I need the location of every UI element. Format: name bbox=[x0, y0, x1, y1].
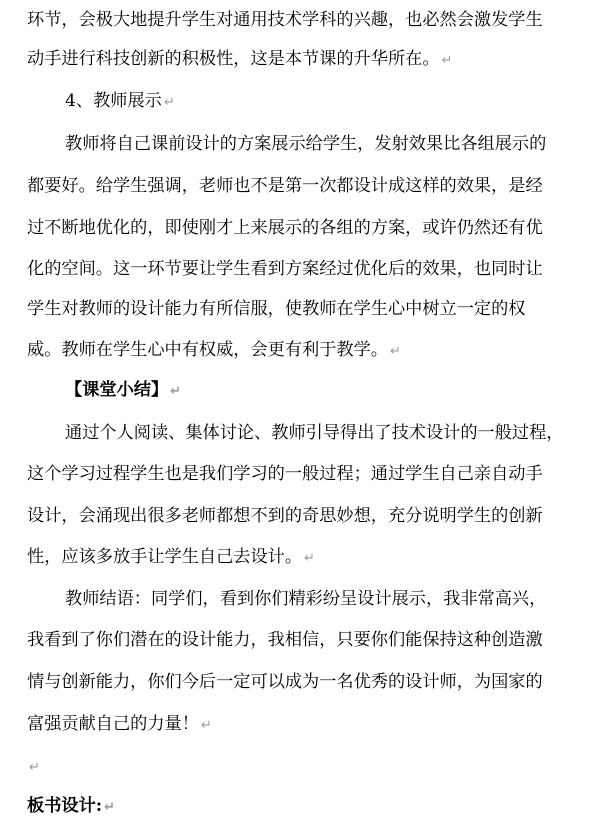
heading-text: 4、教师展示 bbox=[65, 91, 162, 111]
paragraph-mark-icon: ↵ bbox=[104, 800, 116, 815]
paragraph-line bbox=[27, 259, 543, 279]
paragraph-line bbox=[65, 589, 546, 609]
paragraph-line bbox=[27, 506, 543, 526]
paragraph-line bbox=[27, 49, 452, 69]
section-heading bbox=[65, 91, 175, 111]
paragraph-line bbox=[27, 714, 212, 734]
paragraph-line bbox=[27, 10, 543, 30]
line-text: 化的空间。这一环节要让学生看到方案经过优化后的效果，也同时让 bbox=[27, 259, 543, 279]
paragraph-line bbox=[27, 176, 543, 196]
line-text: 动手进行科技创新的积极性，这是本节课的升华所在。 bbox=[27, 49, 440, 69]
line-text: 过不断地优化的，即使刚才上来展示的各组的方案，或许仍然还有优 bbox=[27, 218, 543, 238]
paragraph-mark-icon: ↵ bbox=[170, 384, 182, 399]
line-text: 性，应该多放手让学生自己去设计。 bbox=[27, 547, 303, 567]
empty-paragraph bbox=[27, 756, 40, 776]
section-heading bbox=[65, 380, 181, 400]
paragraph-mark-icon: ↵ bbox=[200, 718, 212, 733]
paragraph-mark-icon: ↵ bbox=[29, 760, 40, 775]
paragraph-line bbox=[27, 547, 315, 567]
paragraph-mark-icon: ↵ bbox=[389, 344, 401, 359]
paragraph-line bbox=[27, 218, 543, 238]
line-text: 这个学习过程学生也是我们学习的一般过程；通过学生自己亲自动手 bbox=[27, 464, 543, 484]
paragraph-mark-icon: ↵ bbox=[163, 95, 175, 110]
line-text: 威。教师在学生心中有权威，会更有利于教学。 bbox=[27, 340, 388, 360]
line-text: 通过个人阅读、集体讨论、教师引导得出了技术设计的一般过程， bbox=[65, 423, 564, 443]
paragraph-line bbox=[27, 464, 543, 484]
line-text: 我看到了你们潜在的设计能力，我相信，只要你们能保持这种创造激 bbox=[27, 630, 543, 650]
paragraph-line bbox=[27, 630, 543, 650]
line-text: 教师将自己课前设计的方案展示给学生，发射效果比各组展示的 bbox=[65, 134, 547, 154]
line-text: 环节，会极大地提升学生对通用技术学科的兴趣，也必然会激发学生 bbox=[27, 10, 543, 30]
paragraph-line bbox=[65, 423, 563, 443]
line-text: 教师结语：同学们，看到你们精彩纷呈设计展示，我非常高兴， bbox=[65, 589, 547, 609]
line-text: 设计，会涌现出很多老师都想不到的奇思妙想，充分说明学生的创新 bbox=[27, 506, 543, 526]
paragraph-line bbox=[27, 672, 543, 692]
line-text: 富强贡献自己的力量！ bbox=[27, 714, 199, 734]
paragraph-line bbox=[65, 134, 546, 154]
paragraph-mark-icon: ↵ bbox=[304, 551, 315, 566]
line-text: 学生对教师的设计能力有所信服，使教师在学生心中树立一定的权 bbox=[27, 299, 526, 319]
paragraph-line bbox=[27, 340, 401, 360]
heading-text: 【课堂小结】 bbox=[65, 380, 169, 400]
line-text: 情与创新能力，你们今后一定可以成为一名优秀的设计师，为国家的 bbox=[27, 672, 543, 692]
paragraph-mark-icon: ↵ bbox=[441, 53, 453, 68]
line-text: 都要好。给学生强调，老师也不是第一次都设计成这样的效果，是经 bbox=[27, 176, 543, 196]
heading-text: 板书设计: bbox=[27, 796, 103, 816]
section-heading bbox=[27, 796, 115, 816]
paragraph-line bbox=[27, 299, 525, 319]
